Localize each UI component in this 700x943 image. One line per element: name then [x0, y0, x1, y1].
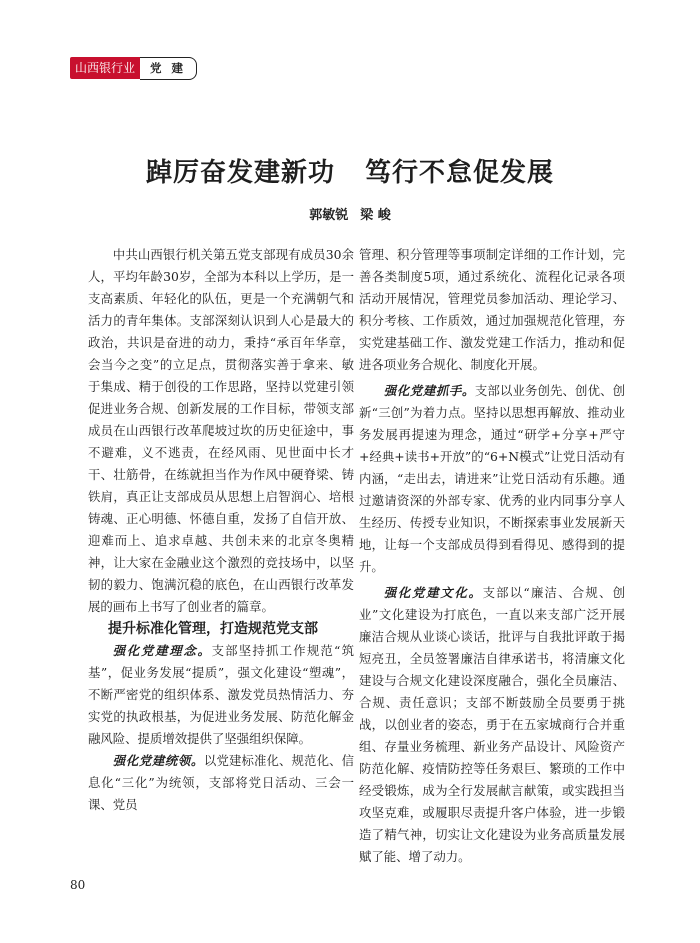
article-authors: [0, 204, 700, 223]
paragraph-text: 支部以业务创先、创优、创新“三创”为着力点。坚持以思想再解放、推动业务发展再提速为理念，通过“研学+分享+严守+经典+读书+开放”的“6+N模式”让党日活动有内涵，“走出去，请进来”让党日活动有乐趣。通过邀请资深的外部专家、优秀的业内同事分享人生经历、传授专业知识，不断探索事业发展新天地，让每一个支部成员得到看得见、感得到的提升。: [359, 383, 626, 574]
author-2: 梁 峻: [360, 208, 391, 223]
article-title: [0, 152, 700, 189]
left-column: [88, 244, 354, 816]
paragraph-lead: 强化党建统领。: [112, 753, 204, 768]
section-name: 党 建: [140, 57, 197, 80]
paragraph-party-lever: [359, 380, 625, 578]
right-column: [359, 244, 625, 868]
page-number: 80: [70, 878, 86, 892]
title-part-1: 踔厉奋发建新功: [145, 158, 335, 188]
title-part-2: 笃行不怠促发展: [365, 158, 555, 188]
paragraph-party-concept: [88, 640, 354, 750]
paragraph-party-leadership: [88, 750, 354, 816]
paragraph-text: 支部以“廉洁、合规、创业”文化建设为打底色，一直以来支部广泛开展廉洁合规从业谈心谈话，批评与自我批评敢于揭短亮丑，全员签署廉洁自律承诺书，将清廉文化建设与合规文化建设深度融合，强化全员廉洁、合规、责任意识；支部不断鼓励全员要勇于挑战，以创业者的姿态，勇于在五家城商行合并重组、存量业务梳理、新业务产品设计、风险资产防范化解、疫情防控等任务艰巨、繁琐的工作中经受锻炼，成为全行发展献言献策，或实践担当攻坚克难，或履职尽责提升客户体验，进一步锻造了精气神，切实让文化建设为业务高质量发展赋了能、增了动力。: [359, 585, 625, 864]
paragraph-text: 支部坚持抓工作规范“筑基”，促业务发展“提质”，强文化建设“塑魂”，不断严密党的组织体系、激发党员热情活力、夯实党的执政根基，为促进业务发展、防范化解金融风险、提质增效提供了坚强组织保障。: [88, 643, 354, 746]
paragraph-text: 以党建标准化、规范化、信息化“三化”为统领，支部将党日活动、三会一课、党员: [88, 753, 355, 812]
intro-paragraph: 中共山西银行机关第五党支部现有成员30余人，平均年龄30岁，全部为本科以上学历，是一支高素质、年轻化的队伍，更是一个充满朝气和活力的青年集体。支部深刻认识到人心是最大的政治，共识是奋进的动力，秉持“承百年华章，会当今之变”的立足点，贯彻落实善于拿来、敏于集成、精于创役的工作思路，坚持以党建引领促进业务合规、创新发展的工作目标，带领支部成员在山西银行改革爬坡过坎的历史征途中，事不避难，义不逃责，在经风雨、见世面中长才干、壮筋骨，在练就担当作为作风中硬脊梁、铸铁肩，真正让支部成员从思想上启智润心、培根铸魂、正心明德、怀德自重，发扬了自信开放、迎难而上、追求卓越、共创未来的北京冬奥精神，让大家在金融业这个激烈的竞技场中，以坚韧的毅力、饱满沉稳的底色，在山西银行改革发展的画布上书写了创业者的篇章。: [88, 247, 354, 614]
paragraph-party-culture: [359, 582, 625, 868]
paragraph-lead: 强化党建抓手。: [383, 383, 475, 398]
paragraph-continued: 管理、积分管理等事项制定详细的工作计划，完善各类制度5项，通过系统化、流程化记录各项活动开展情况，管理党员参加活动、理论学习、积分考核、工作质效，通过加强规范化管理，夯实党建基础工作、激发党建工作活力，推动和促进各项业务合规化、制度化开展。: [359, 247, 625, 372]
section-header: [70, 57, 200, 79]
section-heading: 提升标准化管理，打造规范党支部: [108, 621, 318, 637]
paragraph-lead: 强化党建文化。: [383, 585, 483, 600]
author-1: 郭敏锐: [309, 208, 349, 223]
journal-tag: 山西银行业: [70, 57, 140, 79]
paragraph-lead: 强化党建理念。: [112, 643, 212, 658]
